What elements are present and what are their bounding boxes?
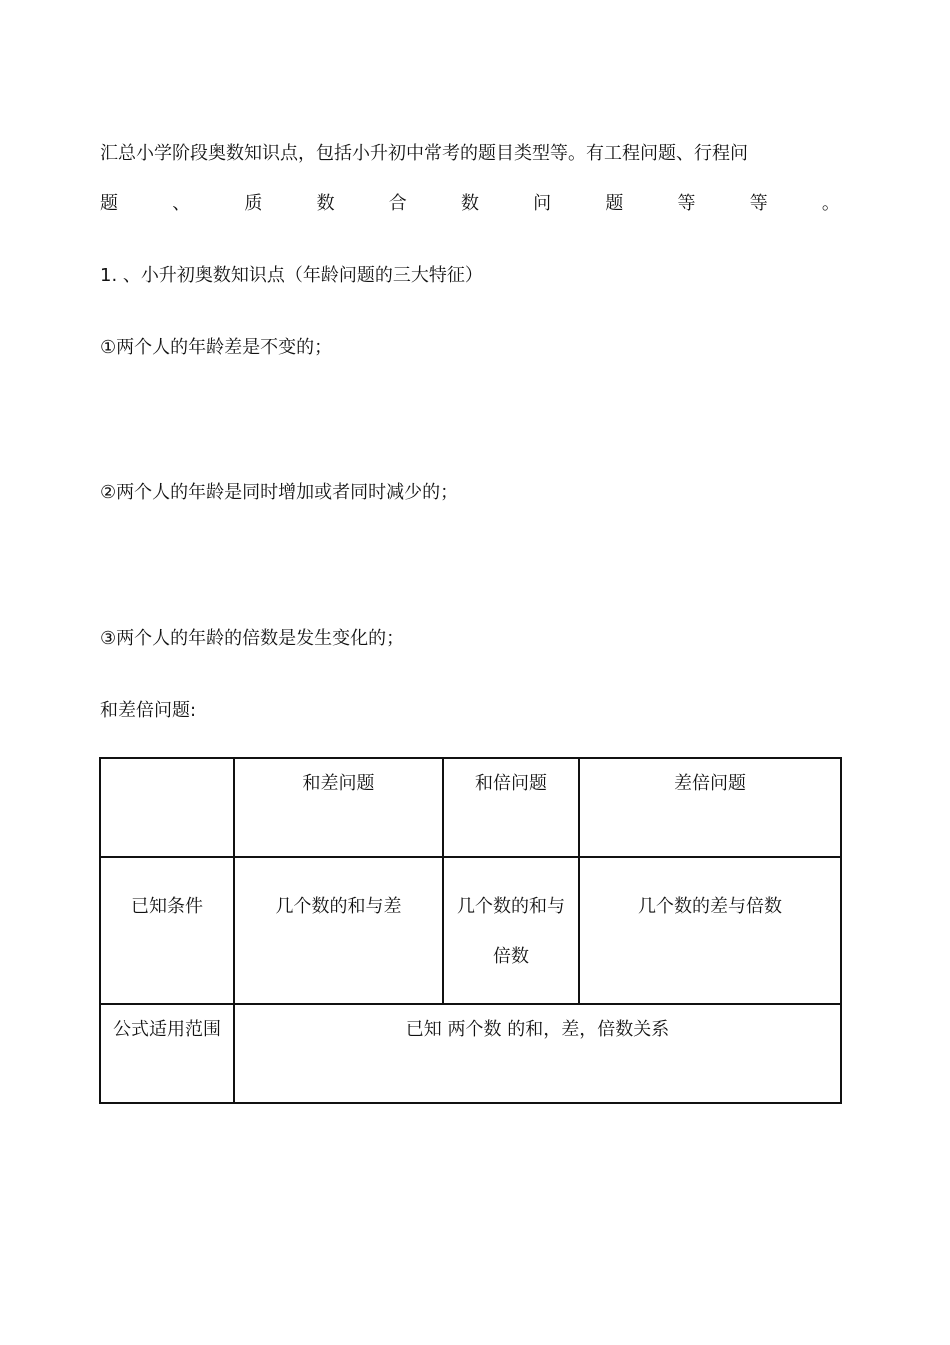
- header-cell-empty: [100, 758, 234, 857]
- table-row-known: [100, 857, 841, 1004]
- intro-char: 题: [605, 193, 624, 214]
- intro-char: 问: [533, 193, 552, 214]
- row-label-known-text: 已知条件: [131, 896, 203, 917]
- row-label-scope: 公式适用范围: [100, 1004, 234, 1103]
- cell-scope-value: 已知 两个数 的和，差，倍数关系: [234, 1004, 841, 1103]
- cell-known-sum-diff: [234, 857, 443, 1004]
- cell-known-sum-multiple-text: [444, 858, 578, 982]
- point-2: ②两个人的年龄是同时增加或者同时减少的；: [100, 482, 459, 503]
- cell-known-diff-multiple: [579, 857, 841, 1004]
- intro-line-2: [100, 192, 840, 216]
- table-row-scope: [100, 1004, 841, 1103]
- comparison-table: [99, 757, 842, 1104]
- header-cell-sum-multiple: 和倍问题: [443, 758, 579, 857]
- intro-char: 等: [749, 193, 768, 214]
- cell-known-sum-multiple: [443, 857, 579, 1004]
- header-cell-diff-multiple: 差倍问题: [579, 758, 841, 857]
- row-label-known: [100, 857, 234, 1004]
- intro-char: 质: [244, 193, 263, 214]
- cell-known-sum-diff-text: 几个数的和与差: [275, 896, 402, 917]
- cell-text-line: 几个数的和与: [457, 896, 565, 917]
- header-cell-sum-diff: 和差问题: [234, 758, 443, 857]
- intro-char: 、: [172, 193, 191, 214]
- intro-char: 。: [821, 193, 840, 214]
- intro-char: 数: [316, 193, 335, 214]
- cell-known-diff-multiple-text: 几个数的差与倍数: [638, 896, 782, 917]
- point-3: ③两个人的年龄的倍数是发生变化的；: [100, 628, 405, 649]
- point-1: ①两个人的年龄差是不变的；: [100, 337, 333, 358]
- intro-char: 等: [677, 193, 696, 214]
- table-header-row: [100, 758, 841, 857]
- intro-char: 题: [100, 193, 118, 214]
- intro-line-1: 汇总小学阶段奥数知识点，包括小升初中常考的题目类型等。有工程问题、行程问: [100, 143, 748, 164]
- table-title: 和差倍问题:: [100, 700, 197, 721]
- cell-text-line: 倍数: [493, 946, 529, 967]
- intro-char: 合: [388, 193, 407, 214]
- section-title: 1. 、小升初奥数知识点（年龄问题的三大特征）: [100, 265, 483, 286]
- intro-char: 数: [460, 193, 479, 214]
